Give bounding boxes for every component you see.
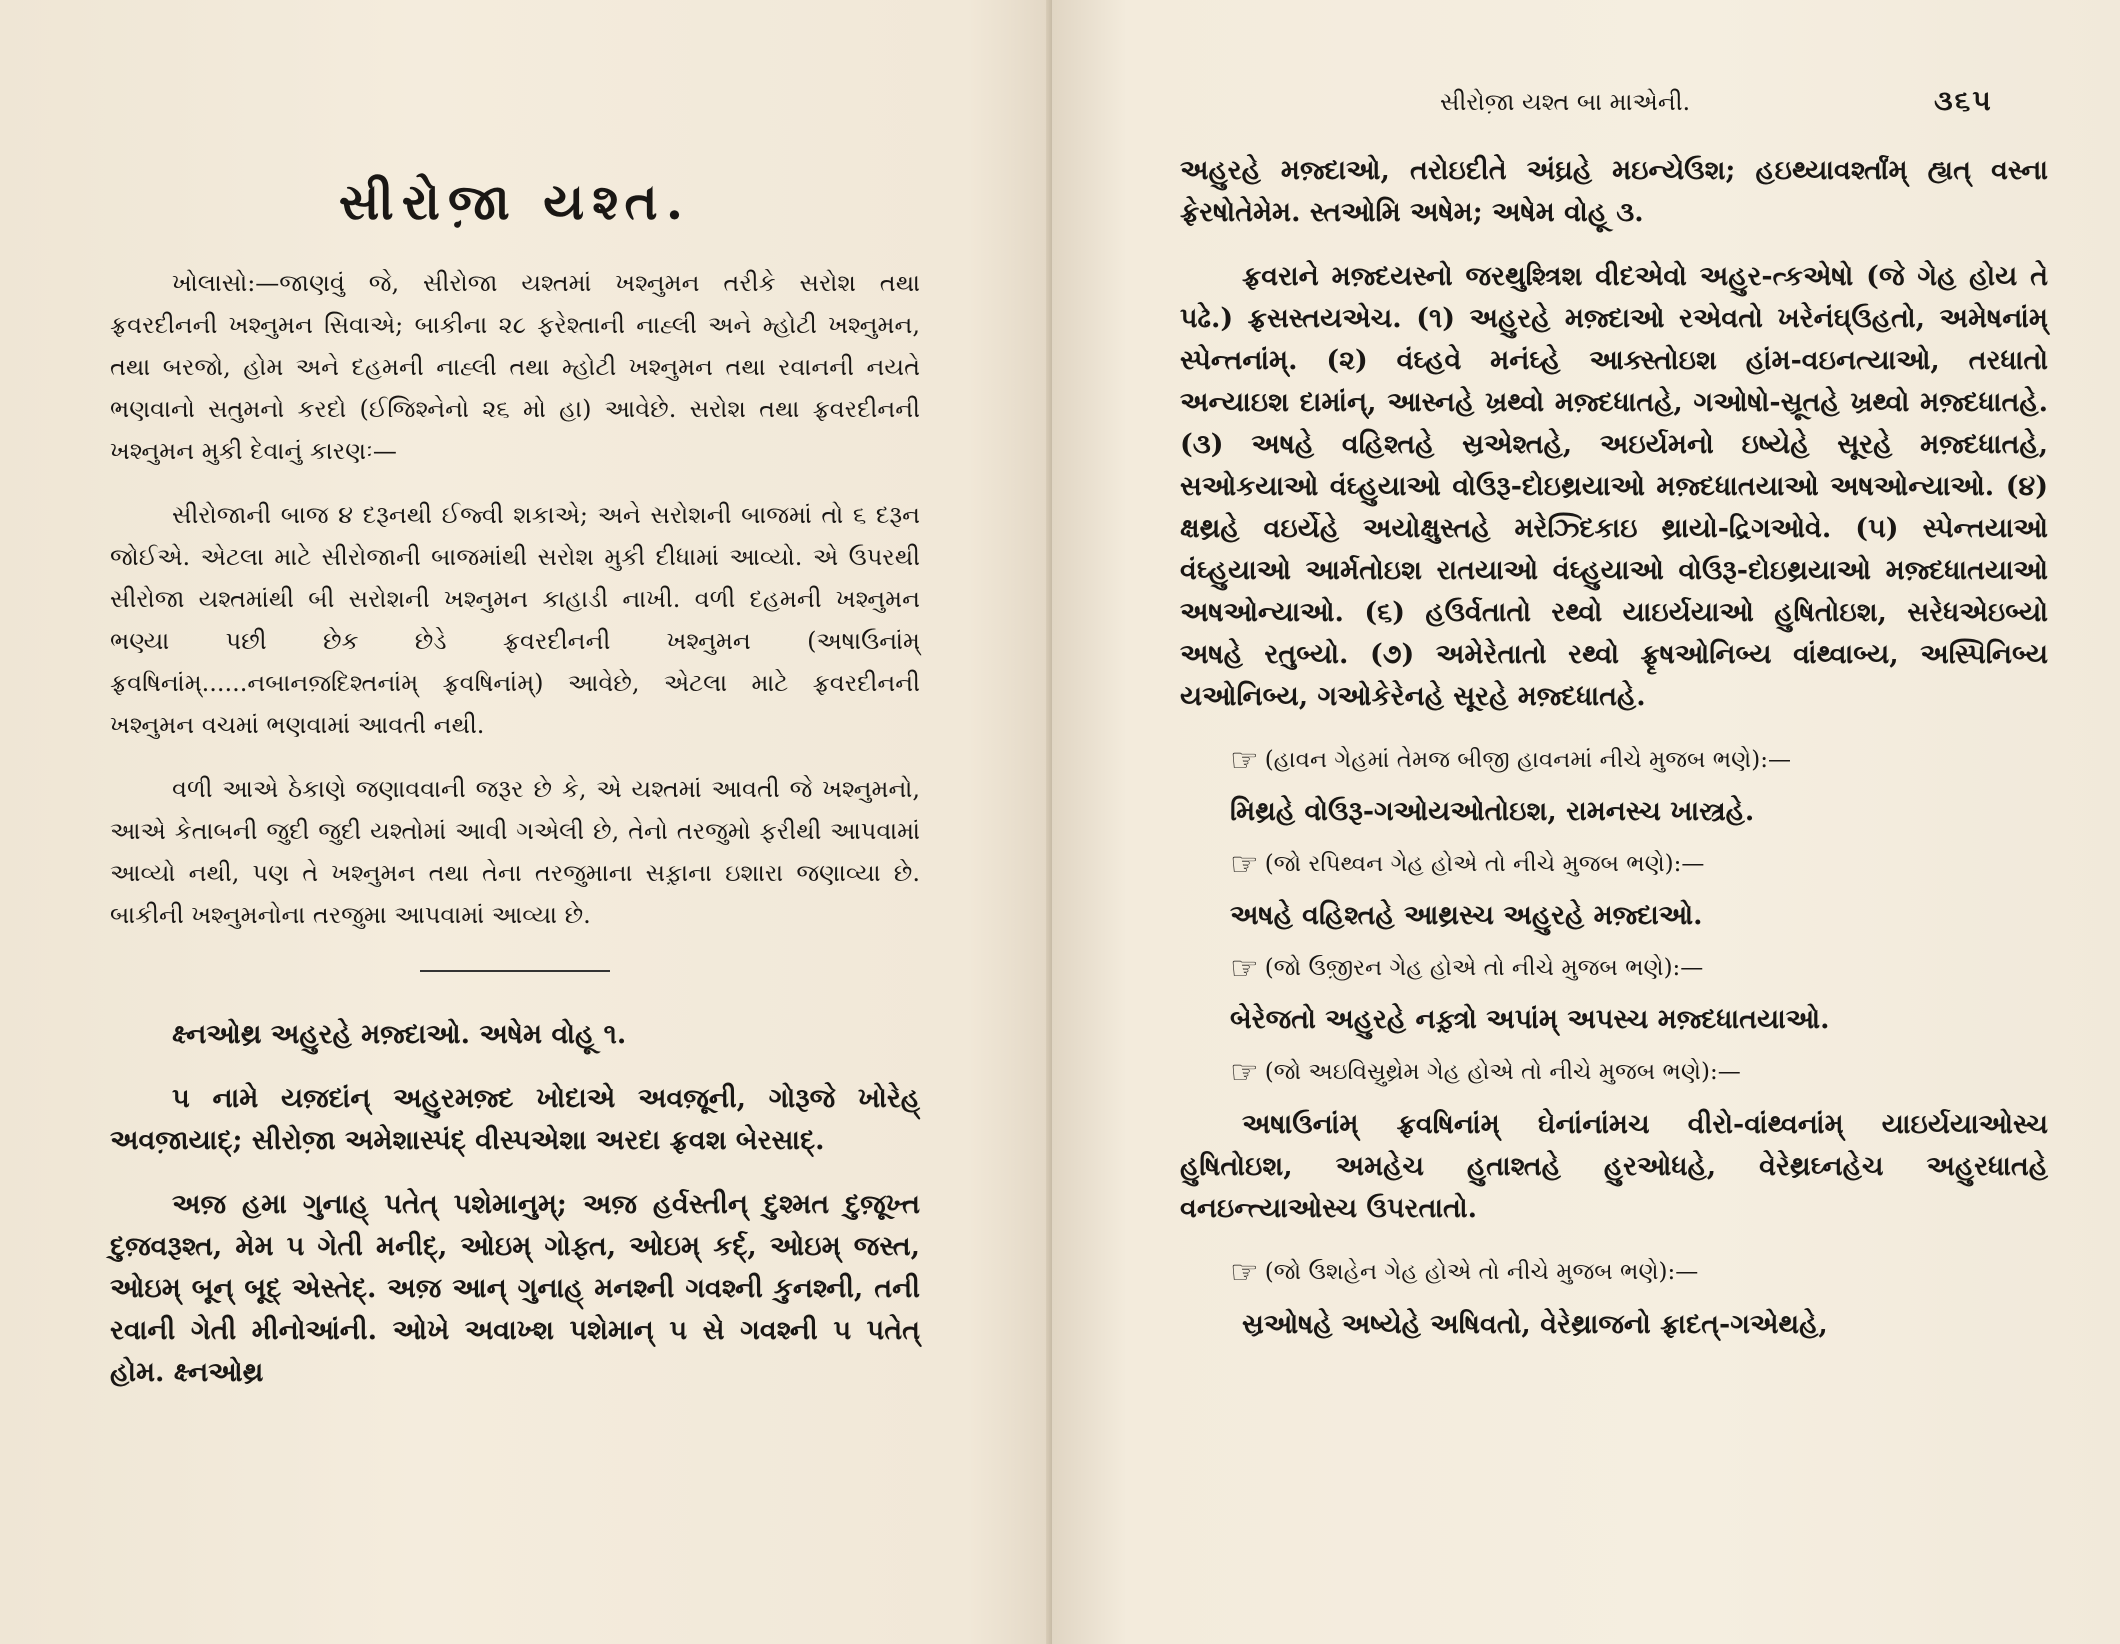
- left-page-content: [110, 160, 920, 1416]
- instruction-text: (જો અઇવિસ્રુથ્રેમ ગેહ હોએ તો નીચે મુજબ ભણે):—: [1264, 1059, 1741, 1085]
- pointing-hand-icon: ☞: [1230, 1253, 1259, 1291]
- gah-instruction: [1230, 1052, 2048, 1092]
- instruction-text: (જો ઉશહેન ગેહ હોએ તો નીચે મુજબ ભણે):—: [1264, 1259, 1699, 1285]
- prayer-paragraph: અજ઼ હમા ગુનાહ્ પતેત્ પશેમાનુમ્; અજ઼ હર્વસ્તીન્ દુશ્મત દુજ઼ૂખ્ત દુજ઼વરૂશ્ત, મેમ ૫ ગેતી મનીદ્, ઓઇમ્ ગોફ્ત, ઓઇમ્ કર્દ્, ઓઇમ્ જસ્ત, ઓઇમ્ બૂન્ બૂદ્ એસ્તેદ્. અજ઼ આન્ ગુનાહ્ મનશ્ની ગવશ્ની કુનશ્ની, તની રવાની ગેતી મીનોઆંની. ઓખે અવાખ્શ પશેમાન્ ૫ સે ગવશ્ની ૫ પતેત્ હોમ. ક્ષ્નઓથ્ર: [110, 1189, 920, 1388]
- right-page-content: [1180, 150, 2048, 1368]
- instruction-text: (જો રપિથ્વન ગેહ હોએ તો નીચે મુજબ ભણે):—: [1264, 851, 1705, 877]
- page-title: સીરોજ઼ા યશ્ત.: [338, 172, 692, 231]
- intro-paragraph: વળી આએ ઠેકાણે જણાવવાની જરૂર છે કે, એ યશ્તમાં આવતી જે ખશ્નુમનો, આએ કેતાબની જુદી જુદી યશ્તોમાં આવી ગએલી છે, તેનો તરજુમો ફરીથી આપવામાં આવ્યો નથી, પણ તે ખશ્નુમન તથા તેના તરજુમાના સફ઼ાના ઇશારા જણાવ્યા છે. બાકીની ખશ્નુમનોના તરજુમા આપવામાં આવ્યા છે.: [110, 775, 920, 929]
- left-page: [0, 0, 1052, 1644]
- instruction-text: (જો ઉજ઼ીરન ગેહ હોએ તો નીચે મુજબ ભણે):—: [1264, 955, 1704, 981]
- gah-instruction: [1230, 948, 2048, 988]
- section-divider: [420, 970, 610, 972]
- gah-text: સ્રઓષહે અષ્યેહે અષિવતો, વેરેથ્રાજનો ફ્રાદત્-ગએથહે,: [1242, 1309, 1828, 1340]
- gah-instruction: [1230, 740, 2048, 780]
- pointing-hand-icon: ☞: [1230, 741, 1259, 779]
- pointing-hand-icon: ☞: [1230, 949, 1259, 987]
- running-head: સીરોજ઼ા યશ્ત બા માએની.: [1440, 88, 1691, 116]
- prayer-paragraph: ૫ નામે યજ઼દાંન્ અહુરમજ઼્દ ખોદાએ અવજ઼ૂની, ગોરૂજે ખોરેહ્ અવજ઼ાયાદ્; સીરોજ઼ા અમેશાસ્પંદ્ વીસ્પએશા અરદા ફ્રવશ બેરસાદ્.: [110, 1083, 920, 1156]
- prayer-paragraph: ફ્રવરાને મજ઼્દયસ્નો જરથુશ્ત્રિશ વીદએવો અહુર-ત્કએષો (જે ગેહ હોય તે પઢે.) ફ્રસસ્તયએચ. (૧) અહુરહે મજ઼્દાઓ રએવતો ખરેનંઘ્ઉહતો, અમેષનાંમ્ સ્પેન્તનાંમ્. (૨) વંઘ્હવે મનંઘ્હે આક્સ્તોઇશ હાંમ-વઇનત્યાઓ, તરધાતો અન્યાઇશ દામાંન્, આસ્નહે ખ્રથ્વો મજ઼્દધાતહે, ગઓષો-સ્રૂતહે ખ્રથ્વો મજ઼્દધાતહે. (૩) અષહે વહિશ્તહે સ્રએશ્તહે, અઇર્યમનો ઇષ્યેહે સૂરહે મજ઼્દધાતહે, સઓકયાઓ વંઘ્હુયાઓ વોઉરૂ-દોઇથ્રયાઓ મજ઼્દધાતયાઓ અષઓન્યાઓ. (૪) ક્ષથ્રહે વઇર્યેહે અયોક્ષુસ્તહે મરેઝ્દિકાઇ થ્રાયો-દ્રિગઓવે. (૫) સ્પેન્તયાઓ વંઘ્હુયાઓ આર્મતોઇશ રાતયાઓ વંઘ્હુયાઓ વોઉરૂ-દોઇથ્રયાઓ મજ઼્દધાતયાઓ અષઓન્યાઓ. (૬) હઉર્વતાતો રથ્વો યાઇર્યયાઓ હુષિતોઇશ, સરેધએઇબ્યો અષહે રતુબ્યો. (૭) અમેરેતાતો રથ્વો ફ્રૃષઓનિબ્ય વાંથ્વાબ્ય, અસ્પિનિબ્ય યઓનિબ્ય, ગઓકેરેનહે સૂરહે મજ઼્દધાતહે.: [1180, 261, 2048, 712]
- gah-text: અષહે વહિશ્તહે આથ્રસ્ચ અહુરહે મજ઼્દાઓ.: [1230, 900, 1703, 931]
- prayer-paragraph: અહુરહે મજ઼્દાઓ, તરોઇદીતે અંઘ્રહે મઇન્યેઉશ; હઇથ્યાવર્શ્તાંમ્ હ્યત્ વસ્ના ફ્રેરષોતેમેમ. સ્તઓમિ અષેમ; અષેમ વોહૂ ૩.: [1180, 155, 2048, 228]
- gah-instruction: [1230, 1252, 2048, 1292]
- gah-instruction: [1230, 844, 2048, 884]
- intro-paragraph: સીરોજાની બાજ ૪ દરૂનથી ઈજ્વી શકાએ; અને સરોશની બાજમાં તો ૬ દરૂન જોઈએ. એટલા માટે સીરોજાની બાજમાંથી સરોશ મુકી દીધામાં આવ્યો. એ ઉપરથી સીરોજા યશ્તમાંથી બી સરોશની ખશ્નુમન કાહાડી નાખી. વળી દહમની ખશ્નુમન ભણ્યા પછી છેક છેડે ફ્રવરદીનની ખશ્નુમન (અષાઉનાંમ્ ફ્રવષિનાંમ્......નબાનજ઼દિશ્તનાંમ્ ફ્રવષિનાંમ્) આવેછે, એટલા માટે ફ્રવરદીનની ખશ્નુમન વચમાં ભણવામાં આવતી નથી.: [110, 501, 920, 739]
- gah-text: મિથ્રહે વોઉરૂ-ગઓયઓતોઇશ, રામનસ્ચ ખાસ્ત્રહે.: [1230, 796, 1755, 827]
- prayer-heading: ક્ષ્નઓથ્ર અહુરહે મજ઼્દાઓ. અષેમ વોહૂ ૧.: [172, 1019, 627, 1050]
- gah-text: અષાઉનાંમ્ ફ્રવષિનાંમ્ ઘેનાંનાંમચ વીરો-વાંથ્વનાંમ્ યાઇર્યયાઓસ્ચ હુષિતોઇશ, અમહેચ હુતાશ્તહે હુરઓધહે, વેરેથ્રઘ્નહેચ અહુરધાતહે વનઇન્ત્યાઓસ્ચ ઉપરતાતો.: [1180, 1109, 2048, 1224]
- right-page: [1052, 0, 2120, 1644]
- instruction-text: (હાવન ગેહમાં તેમજ બીજી હાવનમાં નીચે મુજબ ભણે):—: [1264, 747, 1791, 773]
- page-number: ૩૬૫: [1934, 84, 1993, 117]
- pointing-hand-icon: ☞: [1230, 1053, 1259, 1091]
- pointing-hand-icon: ☞: [1230, 845, 1259, 883]
- intro-paragraph: ખોલાસો:—જાણવું જે, સીરોજા યશ્તમાં ખશ્નુમન તરીકે સરોશ તથા ફ્રવરદીનની ખશ્નુમન સિવાએ; બાકીના ૨૮ ફરેશ્તાની નાહ્લી અને મ્હોટી ખશ્નુમન, તથા બરજો, હોમ અને દહમની નાહ્લી તથા મ્હોટી ખશ્નુમન તથા રવાનની નયતે ભણવાનો સતુમનો કરદો (ઈજિશ્નેનો ૨૬ મો હા) આવેછે. સરોશ તથા ફ્રવરદીનની ખશ્નુમન મુકી દેવાનું કારણઃ—: [110, 269, 920, 465]
- gah-text: બેરેજતો અહુરહે નફ઼્ત્રો અપાંમ્ અપસ્ચ મજ઼્દધાતયાઓ.: [1230, 1004, 1830, 1035]
